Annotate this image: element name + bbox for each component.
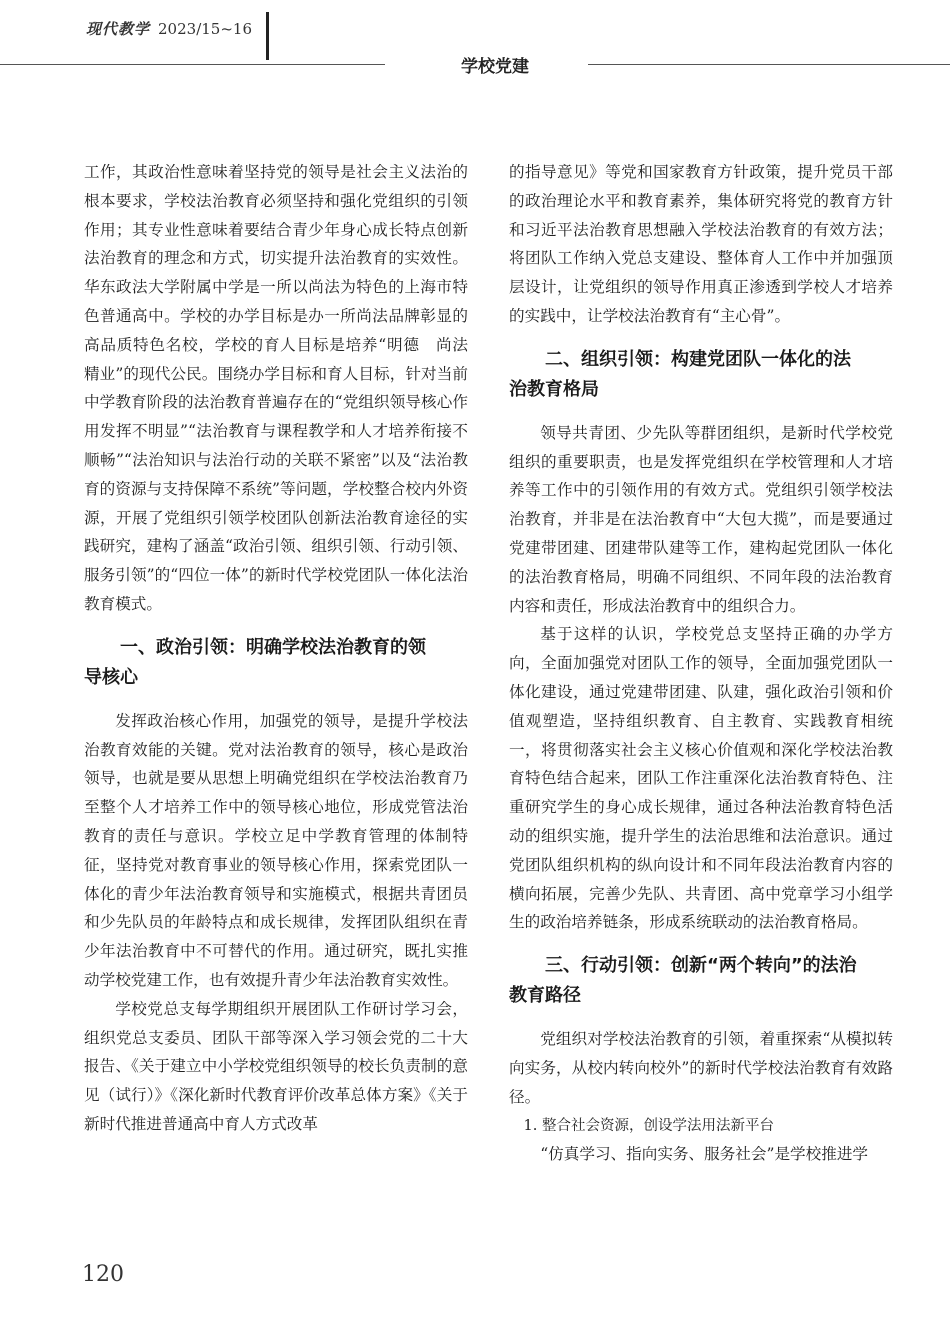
paragraph: 党组织对学校法治教育的引领，着重探索“从模拟转向实务，从校内转向校外”的新时代学校法治教育有效路径。 bbox=[509, 1030, 893, 1106]
paragraph: 的指导意见》等党和国家教育方针政策，提升党员干部的政治理论水平和教育素养，集体研究将党的教育方针和习近平法治教育思想融入学校法治教育的有效方法；将团队工作纳入党总支建设、整体育人工作中并加强顶层设计，让党组织的领导作用真正渗透到学校人才培养的实践中，让学校法治教育有“主心骨”。 bbox=[509, 163, 893, 325]
header-divider-bar bbox=[266, 12, 269, 60]
paragraph: 学校党总支每学期组织开展团队工作研讨学习会，组织党总支委员、团队干部等深入学习领会党的二十大报告、《关于建立中小学校党组织领导的校长负责制的意见（试行）》《深化新时代教育评价改革总体方案》《关于新时代推进普通高中育人方式改革 bbox=[84, 999, 468, 1133]
paragraph: 发挥政治核心作用，加强党的领导，是提升学校法治教育效能的关键。党对法治教育的领导，核心是政治领导，也就是要从思想上明确党组织在学校法治教育乃至整个人才培养工作中的领导核心地位，形成党管法治教育的责任与意识。学校立足中学教育管理的体制特征，坚持党对教育事业的领导核心作用，探索党团队一体化的青少年法治教育领导和实施模式，根据共青团员和少先队员的年龄特点和成长规律，发挥团队组织在青少年法治教育中不可替代的作用。通过研究，既扎实推动学校党建工作，也有效提升青少年法治教育实效性。 bbox=[84, 711, 468, 989]
issue-number: 2023/15~16 bbox=[158, 20, 252, 38]
paragraph: 工作，其政治性意味着坚持党的领导是社会主义法治的根本要求，学校法治教育必须坚持和强化党组织的引领作用；其专业性意味着要结合青少年身心成长特点创新法治教育的理念和方式，切实提升法治教育的实效性。华东政法大学附属中学是一所以尚法为特色的上海市特色普通高中。学校的办学目标是办一所尚法品牌彰显的高品质特色名校，学校的育人目标是培养“明德 尚法 精业”的现代公民。围绕办学目标和育人目标，针对当前中学教育阶段的法治教育普遍存在的“党组织领导核心作用发挥不明显”“法治教育与课程教学和人才培养衔接不顺畅”“法治知识与法治行动的关联不紧密”以及“法治教育的资源与支持保障不系统”等问题，学校整合校内外资源，开展了党组织引领学校团队创新法治教育途径的实践研究，建构了涵盖“政治引领、组织引领、行动引领、服务引领”的“四位一体”的新时代学校党团队一体化法治教育模式。 bbox=[84, 163, 484, 613]
section-heading-3 bbox=[509, 951, 893, 1011]
journal-name: 现代教学 bbox=[86, 20, 151, 38]
subsection-heading: 1. 整合社会资源，创设学法用法新平台 bbox=[523, 1117, 774, 1134]
heading-line: 治教育格局 bbox=[509, 378, 599, 400]
header-rule-left bbox=[0, 64, 385, 65]
section-heading-1 bbox=[84, 633, 468, 693]
left-column bbox=[84, 158, 484, 1139]
heading-line: 教育路径 bbox=[509, 985, 581, 1007]
paragraph: 基于这样的认识，学校党总支坚持正确的办学方向，全面加强党对团队工作的领导，全面加强党团队一体化建设，通过党建带团建、队建，强化政治引领和价值观塑造，坚持组织教育、自主教育、实践教育相统一，将贯彻落实社会主义核心价值观和深化学校法治教育特色结合起来，团队工作注重深化法治教育特色、注重研究学生的身心成长规律，通过各种法治教育特色活动的组织实施，提升学生的法治思维和法治意识。通过党团队组织机构的纵向设计和不同年段法治教育内容的横向拓展，完善少先队、共青团、高中党章学习小组学生的政治培养链条，形成系统联动的法治教育格局。 bbox=[509, 625, 893, 932]
heading-line: 导核心 bbox=[84, 666, 138, 688]
page-number: 120 bbox=[82, 1262, 124, 1287]
section-heading-2 bbox=[509, 345, 893, 405]
heading-line: 一、政治引领：明确学校法治教育的领 bbox=[120, 636, 426, 658]
heading-line: 二、组织引领：构建党团队一体化的法 bbox=[545, 348, 851, 370]
heading-line: 三、行动引领：创新“两个转向”的法治 bbox=[545, 955, 857, 977]
header-rule-right bbox=[588, 64, 950, 65]
section-title: 学校党建 bbox=[461, 57, 529, 77]
paragraph: 领导共青团、少先队等群团组织，是新时代学校党组织的重要职责，也是发挥党组织在学校管理和人才培养等工作中的引领作用的有效方式。党组织引领学校法治教育，并非是在法治教育中“大包大揽”，而是要通过党建带团建、团建带队建等工作，建构起党团队一体化的法治教育格局，明确不同组织、不同年段的法治教育内容和责任，形成法治教育中的组织合力。 bbox=[509, 423, 893, 615]
right-column bbox=[509, 158, 893, 1169]
running-header bbox=[86, 18, 252, 39]
paragraph: “仿真学习、指向实务、服务社会”是学校推进学 bbox=[540, 1145, 869, 1164]
